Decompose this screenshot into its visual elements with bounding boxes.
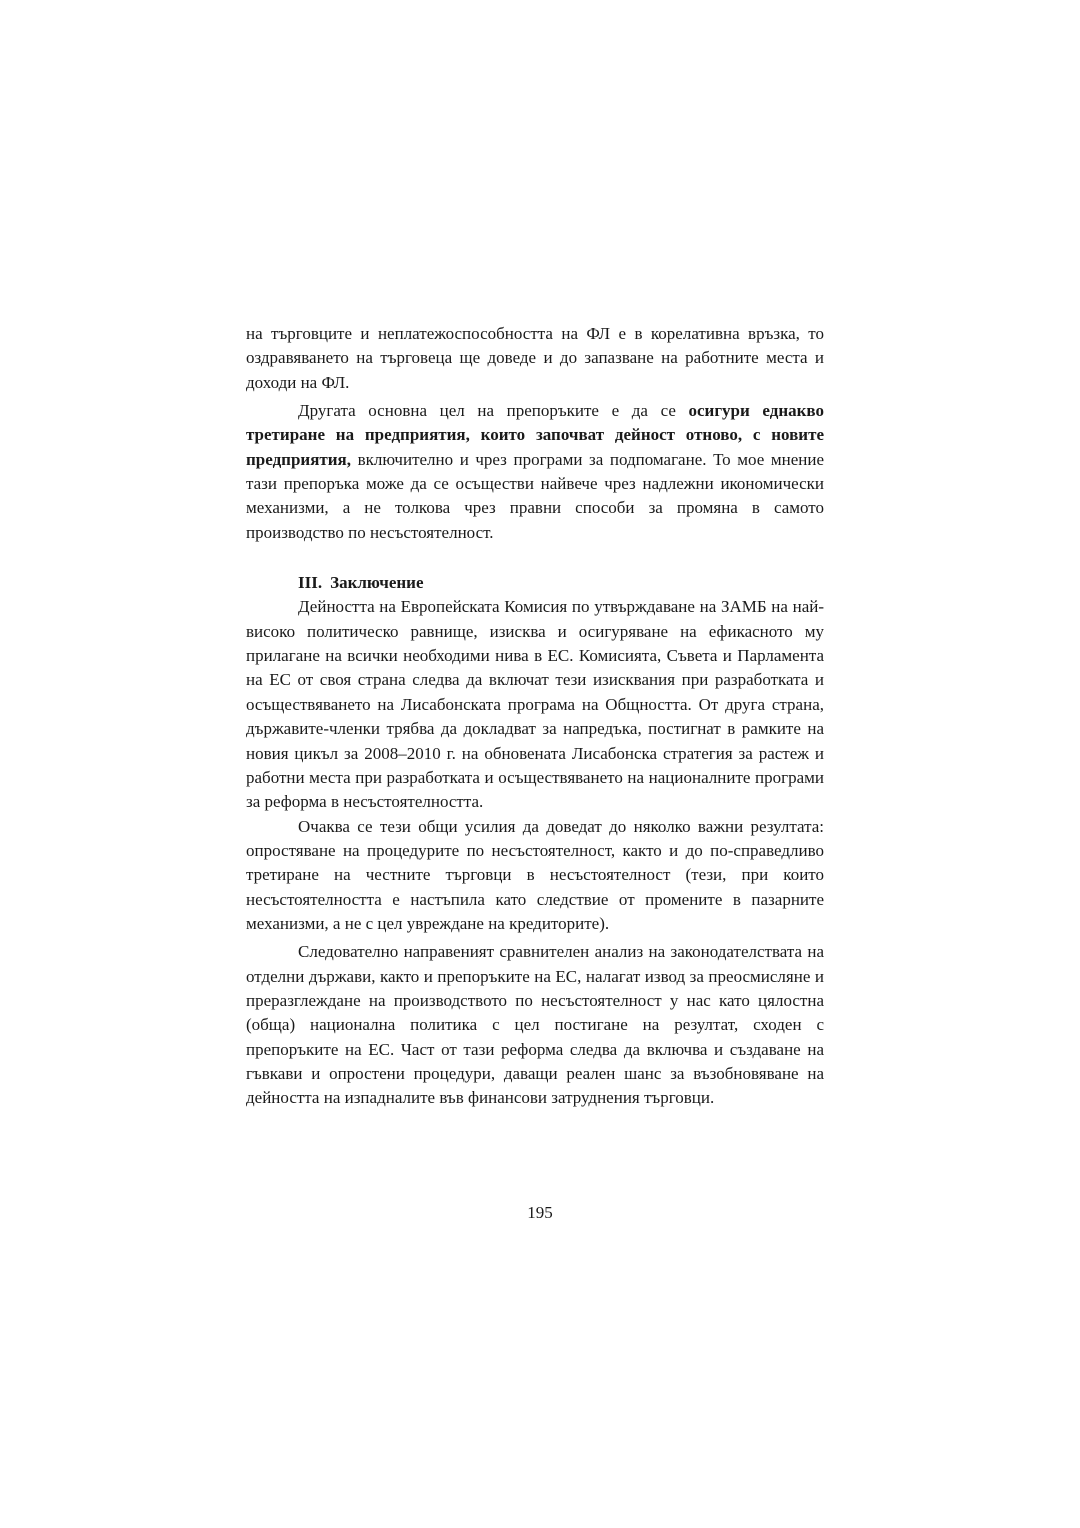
bold-emphasis-text: осигури еднакво третиране на предприятия, които започват дейност отново, с новите предприятия,: [246, 401, 824, 469]
paragraph-intro-text: Другата основна цел на препоръките е да се: [298, 401, 689, 421]
section-heading: [246, 571, 824, 595]
page-number: 195: [527, 1203, 553, 1222]
paragraph-continuation: на търговците и неплатежоспособността на ФЛ е в корелативна връзка, то оздравяването на търговеца ще доведе и до запазване на работните места и доходи на ФЛ.: [246, 324, 824, 392]
body-text: [246, 322, 824, 1111]
paragraph-conclusion-3: Следователно направеният сравнителен анализ на законодателствата на отделни държави, както и препоръките на ЕС, налагат извод за преосмисляне и преразглеждане на производството по несъстоятелност у нас като цялостна (обща) национална политика с цел постигане на резултат, сходен с препоръките на ЕС. Част от тази реформа следва да включва и създаване на гъвкави и опростени процедури, даващи реален шанс за възобновяване на дейността на изпадналите във финансови затруднения търговци.: [246, 942, 824, 1108]
section-title: Заключение: [330, 573, 424, 593]
paragraph-conclusion-1: Дейността на Европейската Комисия по утвърждаване на ЗАМБ на най-високо политическо равнище, изисква и осигуряване на ефикасното му прилагане на всички необходими нива в ЕС. Комисията, Съвета и Парламента на ЕС от своя страна следва да включат тези изисквания при разработката и осъществяването на Лисабонската програма на Общността. От друга страна, държавите-членки трябва да докладват за напредъка, постигнат в рамките на новия цикъл за 2008–2010 г. на обновената Лисабонска стратегия за растеж и работни места при разработката и осъществяването на националните програми за реформа в несъстоятелността.: [246, 597, 824, 812]
paragraph-rest-text: включително и чрез програми за подпомагане. То мое мнение тази препоръка може да се осъществи найвече чрез надлежни икономически механизми, а не толкова чрез правни способи за промяна в самото производство по несъстоятелност.: [246, 449, 824, 542]
paragraph-conclusion-2: Очаква се тези общи усилия да доведат до няколко важни резултата: опростяване на процедурите по несъстоятелност, както и до по-справедливо третиране на честните търговци в несъстоятелност (тези, при които несъстоятелността е настъпила като следствие от промените в пазарните механизми, а не с цел увреждане на кредиторите).: [246, 816, 824, 933]
section-number: III.: [298, 573, 323, 593]
paragraph-recommendation: [246, 399, 824, 545]
